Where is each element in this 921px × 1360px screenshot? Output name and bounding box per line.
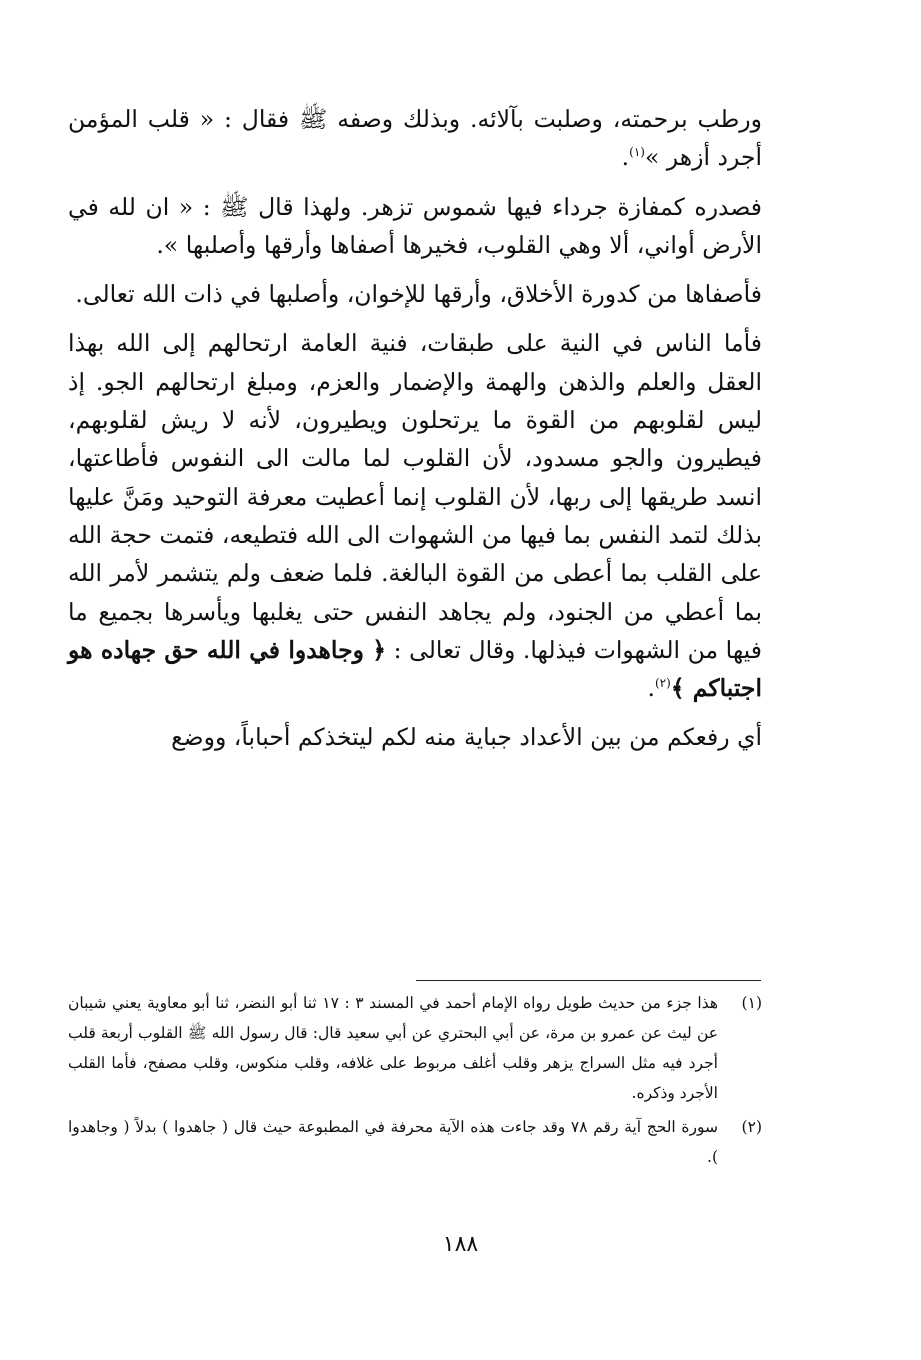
paragraph-2: فصدره كمفازة جرداء فيها شموس تزهر. ولهذا قال ﷺ : « ان لله في الأرض أواني، ألا وهي القلوب، فخيرها أصفاها وأرقها وأصلبها ».	[68, 192, 762, 259]
paragraph-1-text: ورطب برحمته، وصلبت بآلائه. وبذلك وصفه ﷺ فقال : « قلب المؤمن أجرد أزهر »	[68, 105, 762, 172]
footnote-divider	[416, 980, 761, 981]
footnote-ref-1: (١)	[629, 145, 645, 160]
paragraph-4-text: فأما الناس في النية على طبقات، فنية العامة ارتحالهم إلى الله بهذا العقل والعلم والذهن والهمة والإضمار والعزم، ومبلغ ارتحالهم الجو. إذ ليس لقلوبهم من القوة ما يرتحلون ويطيرون، لأنه لا ريش لقلوبهم، فيطيرون والجو مسدود، لأن القلوب لما مالت الى النفوس فأطاعتها، انسد طريقها إلى ربها، لأن القلوب إنما أعطيت معرفة التوحيد ومَنَّ عليها بذلك لتمد النفس بما فيها من الشهوات الى الله فتطيعه، فتمت حجة الله على القلب بما أعطى من القوة البالغة. فلما ضعف ولم يتشمر لأمر الله بما أعطي من الجنود، ولم يجاهد النفس حتى يغلبها ويأسرها بجميع ما فيها من الشهوات فيذلها. وقال تعالى :	[68, 329, 762, 664]
footnote-1	[68, 988, 762, 1108]
main-text	[68, 100, 762, 768]
paragraph-1	[68, 100, 762, 177]
page-number: ١٨٨	[442, 1232, 479, 1257]
footnote-2-text: سورة الحج آية رقم ٧٨ وقد جاءت هذه الآية محرفة في المطبوعة حيث قال ( جاهدوا ) بدلاً ( وجاهدوا ).	[68, 1118, 718, 1166]
footnotes	[68, 988, 762, 1176]
footnote-1-text: هذا جزء من حديث طويل رواه الإمام أحمد في المسند ٣ : ١٧ ثنا أبو النضر، ثنا أبو معاوية يعني شيبان عن ليث عن عمرو بن مرة، عن أبي البحتري عن أبي سعيد قال: قال رسول الله ﷺ القلوب أربعة قلب أجرد فيه مثل السراج يزهر وقلب أغلف مربوط على غلافه، وقلب منكوس، وقلب مصفح، فأما القلب الأجرد وذكره.	[68, 994, 719, 1102]
paragraph-3: فأصفاها من كدورة الأخلاق، وأرقها للإخوان، وأصلبها في ذات الله تعالى.	[75, 280, 762, 309]
paragraph-1-end: .	[621, 143, 630, 172]
paragraph-4	[68, 324, 762, 707]
paragraph-4-end: .	[647, 674, 655, 703]
footnote-2	[68, 1112, 762, 1172]
quran-verse: ﴿ وجاهدوا في الله حق جهاده هو اجتباكم ﴾	[68, 635, 762, 703]
footnote-2-number: (٢)	[741, 1118, 762, 1136]
footnote-1-number: (١)	[741, 994, 762, 1012]
footnote-ref-2: (٢)	[654, 676, 671, 691]
paragraph-5: أي رفعكم من بين الأعداد جباية منه لكم ليتخذكم أحباباً، ووضع	[171, 723, 762, 752]
